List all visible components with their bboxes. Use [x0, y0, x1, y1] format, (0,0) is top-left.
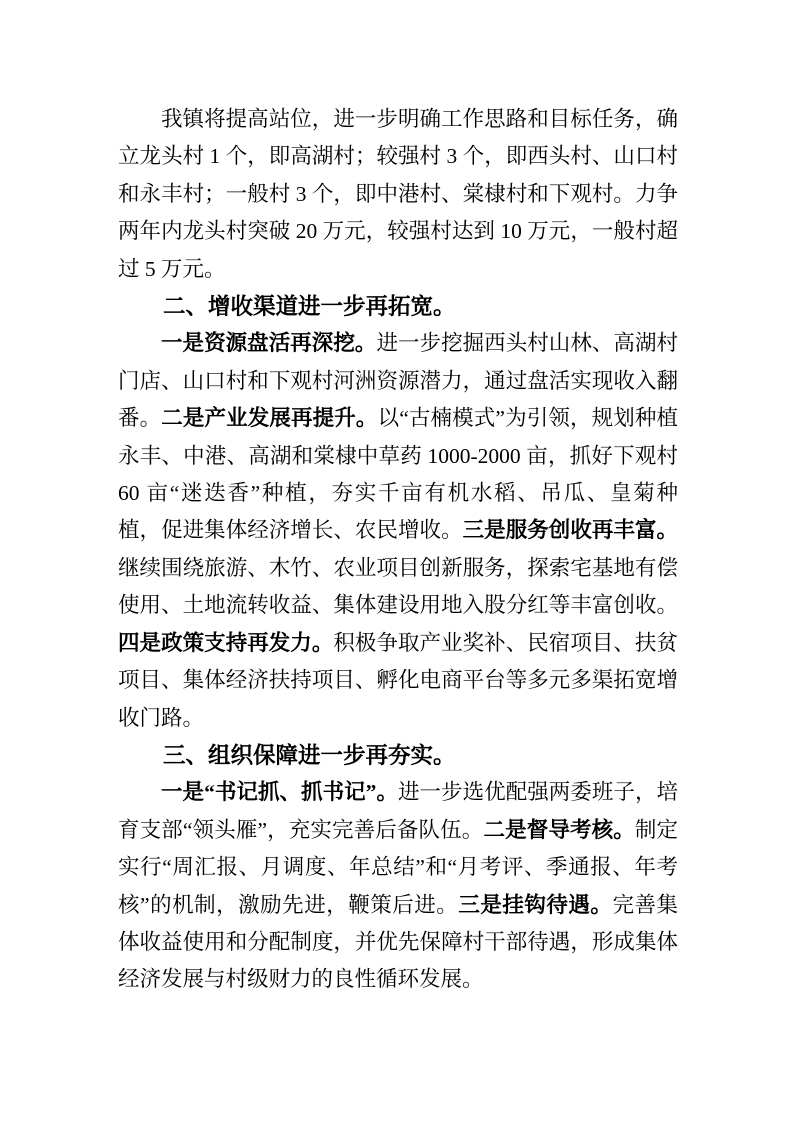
body-text: 以“古楠模式”为引领，规划种植永丰、中港、高湖和棠棣中草药 1000-2000 亩，抓好下观村 60 亩“迷迭香”种植，夯实千亩有机水稻、吊瓜、皇菊种植，促进集体经济增长、农民增收。 [118, 406, 678, 543]
body-text: 进一步挖掘西头村山林、高湖村门店、山口村和下观村河洲资源潜力，通过盘活实现收入翻番。 [118, 331, 678, 431]
paragraph-income-channels [118, 325, 678, 736]
emphasis-text: 四是政策支持再发力。 [118, 630, 334, 655]
paragraph-organizational-guarantee [118, 774, 678, 998]
emphasis-text: 一是“书记抓、抓书记”。 [161, 780, 398, 805]
emphasis-text: 一是资源盘活再深挖。 [161, 331, 377, 356]
body-text: 我镇将提高站位，进一步明确工作思路和目标任务，确立龙头村 1 个，即高湖村；较强村 3 个，即西头村、山口村和永丰村；一般村 3 个，即中港村、棠棣村和下观村。力争两年内龙头村突破 20 万元，较强村达到 10 万元，一般村超过 5 万元。 [118, 107, 678, 281]
emphasis-text: 二是产业发展再提升。 [161, 406, 378, 431]
body-text: 积极争取产业奖补、民宿项目、扶贫项目、集体经济扶持项目、孵化电商平台等多元多渠拓宽增收门路。 [118, 630, 678, 730]
emphasis-text: 二是督导考核。 [483, 817, 635, 842]
body-text: 进一步选优配强两委班子，培育支部“领头雁”，充实完善后备队伍。 [118, 780, 678, 842]
document-text-block [118, 101, 678, 999]
emphasis-text: 三是挂钩待遇。 [458, 892, 613, 917]
body-text: 继续围绕旅游、木竹、农业项目创新服务，探索宅基地有偿使用、土地流转收益、集体建设用地入股分红等丰富创收。 [118, 555, 678, 618]
paragraph-intro [118, 101, 678, 288]
body-text: 完善集体收益使用和分配制度，并优先保障村干部待遇，形成集体经济发展与村级财力的良性循环发展。 [118, 892, 678, 992]
emphasis-text: 三是服务创收再丰富。 [462, 518, 678, 543]
body-text: 制定实行“周汇报、月调度、年总结”和“月考评、季通报、年考核”的机制，激励先进，鞭策后进。 [118, 817, 678, 917]
section-heading-3: 三、组织保障进一步再夯实。 [163, 742, 456, 768]
section-heading-2: 二、增收渠道进一步再拓宽。 [163, 294, 456, 320]
